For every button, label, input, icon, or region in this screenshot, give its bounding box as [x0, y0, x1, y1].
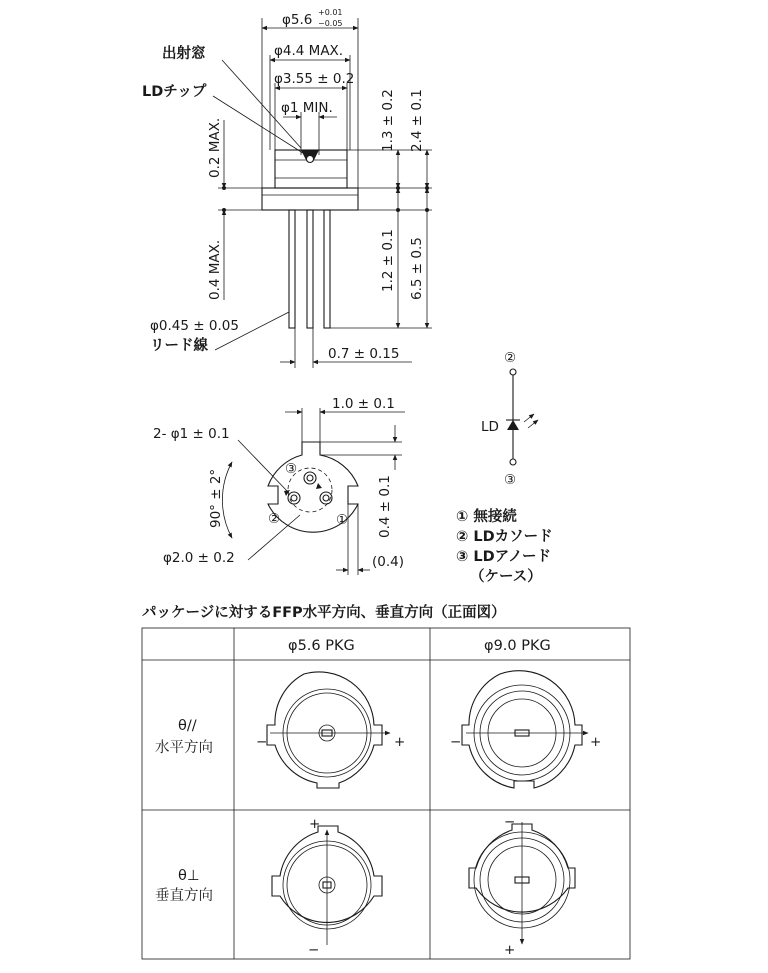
dim-cap-dia: φ4.4 MAX.: [274, 43, 344, 59]
dim-h-0-4: 0.4 MAX.: [207, 239, 223, 300]
dim-chip-window: φ1 MIN.: [281, 100, 333, 116]
dim-outer-tol-minus: −0.05: [318, 19, 343, 28]
label-ld-chip: LDチップ: [142, 84, 207, 100]
label-window: 出射窓: [162, 46, 206, 62]
h56-plus: +: [394, 734, 406, 750]
dim-pin-dia: 2- φ1 ± 0.1: [153, 426, 230, 442]
dim-window-dia: φ3.55 ± 0.2: [274, 71, 355, 87]
v56-minus: −: [308, 942, 320, 958]
legend-line-3: ③ LDアノード: [456, 549, 552, 565]
legend-line-4: （ケース）: [470, 569, 542, 585]
dim-angle: 90° ± 2°: [208, 468, 224, 528]
row-1-symbol: θ//: [178, 718, 197, 734]
ld-schematic: [481, 350, 538, 488]
dim-tab-height: 0.4 ± 0.1: [377, 475, 393, 538]
col-header-9-0: φ9.0 PKG: [484, 638, 551, 654]
dim-pitch: 0.7 ± 0.15: [328, 346, 400, 362]
dim-h-2-4: 2.4 ± 0.1: [409, 89, 425, 152]
pin-3-label: ③: [285, 461, 298, 477]
ffp-title: パッケージに対するFFP水平方向、垂直方向（正面図）: [142, 605, 506, 621]
schem-bottom-pin: ③: [504, 472, 517, 488]
h90-plus: +: [590, 734, 602, 750]
h90-minus: −: [450, 734, 462, 750]
dim-h-0-2: 0.2 MAX.: [207, 117, 223, 178]
row-1-label: 水平方向: [155, 740, 213, 756]
dim-offset: (0.4): [372, 554, 405, 570]
diode-symbol-icon: [507, 420, 519, 430]
row-2-label: 垂直方向: [155, 888, 213, 904]
legend-line-1: ① 無接続: [456, 509, 517, 525]
schem-top-pin: ②: [504, 350, 517, 366]
side-view: [142, 8, 432, 368]
ffp-section: [142, 603, 630, 959]
pin-legend: [456, 507, 553, 585]
dim-h-1-3: 1.3 ± 0.2: [380, 89, 396, 152]
bottom-view: [153, 396, 405, 575]
row-2-symbol: θ⊥: [178, 868, 200, 884]
schem-ld-label: LD: [481, 419, 499, 435]
v90-minus: −: [504, 814, 516, 830]
ffp-9-0-vertical: [469, 814, 575, 958]
dim-outer-tol-plus: +0.01: [318, 8, 343, 17]
dim-tab-width: 1.0 ± 0.1: [332, 396, 395, 412]
col-header-5-6: φ5.6 PKG: [288, 638, 355, 654]
pin-1-label: ①: [336, 512, 349, 528]
dim-h-6-5: 6.5 ± 0.5: [409, 237, 425, 300]
dim-pcd: φ2.0 ± 0.2: [163, 550, 235, 566]
legend-line-2: ② LDカソード: [456, 529, 553, 545]
v90-plus: +: [504, 942, 516, 958]
ffp-5-6-vertical: [272, 816, 382, 958]
ffp-5-6-horizontal: [256, 672, 405, 788]
h56-minus: −: [256, 734, 268, 750]
ffp-9-0-horizontal: [450, 671, 601, 788]
pin-2-label: ②: [268, 511, 281, 527]
dim-outer-dia: φ5.6: [282, 12, 313, 28]
dim-h-1-2: 1.2 ± 0.1: [380, 229, 396, 292]
label-lead: リード線: [150, 338, 208, 354]
dim-lead-dia: φ0.45 ± 0.05: [150, 318, 239, 334]
v56-plus: +: [309, 816, 321, 832]
